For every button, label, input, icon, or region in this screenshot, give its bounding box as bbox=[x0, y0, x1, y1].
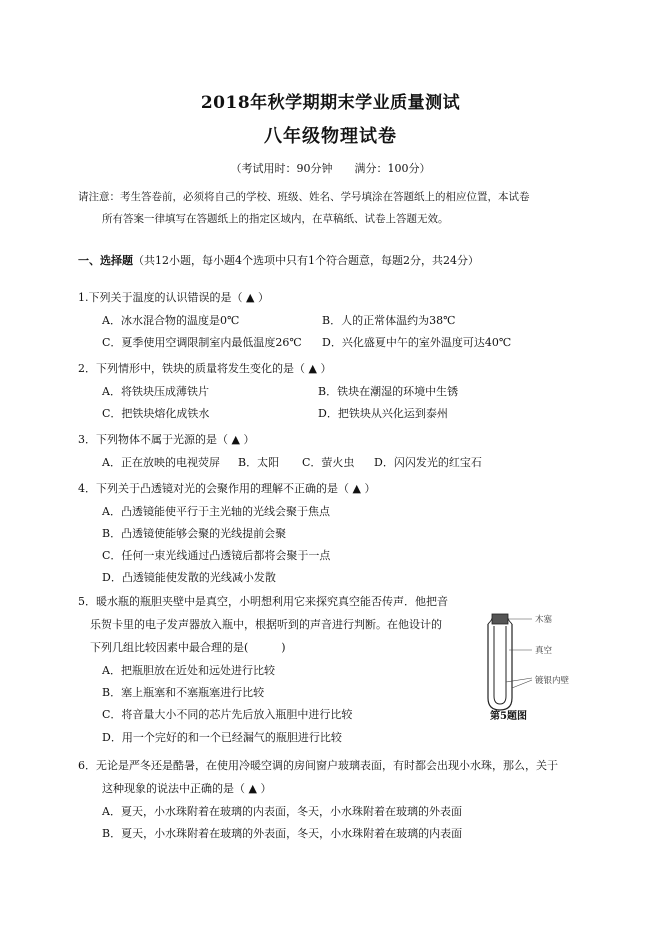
question-stem-continued: 下列几组比较因素中最合理的是( ) bbox=[90, 641, 286, 654]
option-b: B．铁块在潮湿的环境中生锈 bbox=[318, 385, 459, 398]
figure-label-cork: 木塞 bbox=[535, 615, 553, 625]
inner-wall-shape bbox=[494, 626, 506, 704]
question-stem: 3．下列物体不属于光源的是（ ▲ ） bbox=[78, 433, 255, 446]
question-stem: 2．下列情形中，铁块的质量将发生变化的是（ ▲ ） bbox=[78, 362, 332, 375]
section-label: 一、选择题 bbox=[78, 254, 133, 267]
option-d: D．把铁块从兴化运到泰州 bbox=[318, 407, 448, 420]
option-c: C．夏季使用空调限制室内最低温度26℃ bbox=[102, 336, 302, 349]
option-d: D．用一个完好的和一个已经漏气的瓶胆进行比较 bbox=[102, 731, 342, 744]
figure-label-vacuum: 真空 bbox=[535, 646, 553, 656]
exam-info: （考试用时：90分钟 满分：100分） bbox=[230, 162, 431, 175]
option-b: B．人的正常体温约为38℃ bbox=[322, 314, 456, 327]
option-b: B．凸透镜使能够会聚的光线提前会聚 bbox=[102, 527, 287, 540]
option-a: A．凸透镜能使平行于主光轴的光线会聚于焦点 bbox=[102, 505, 330, 518]
figure-caption: 第5题图 bbox=[490, 711, 527, 722]
option-a: A．把瓶胆放在近处和远处进行比较 bbox=[102, 664, 275, 677]
option-a: A．夏天，小水珠附着在玻璃的内表面，冬天，小水珠附着在玻璃的外表面 bbox=[102, 805, 462, 818]
section-description: （共12小题，每小题4个选项中只有1个符合题意，每题2分，共24分） bbox=[133, 254, 479, 267]
option-c: C．将音量大小不同的芯片先后放入瓶胆中进行比较 bbox=[102, 708, 353, 721]
question-stem: 4．下列关于凸透镜对光的会聚作用的理解不正确的是（ ▲ ） bbox=[78, 482, 376, 495]
option-a: A．冰水混合物的温度是0℃ bbox=[102, 314, 240, 327]
question-stem: 1.下列关于温度的认识错误的是（ ▲ ） bbox=[78, 291, 269, 304]
notice-line-1: 请注意：考生答卷前，必须将自己的学校、班级、姓名、学号填涂在答题纸上的相应位置，本试卷 bbox=[78, 191, 530, 203]
question-stem-continued: 这种现象的说法中正确的是（ ▲ ） bbox=[102, 782, 272, 795]
option-d: D．兴化盛夏中午的室外温度可达40℃ bbox=[322, 336, 512, 349]
figure-label-silvered-wall: 镀银内壁 bbox=[535, 676, 570, 686]
option-c: C．萤火虫 bbox=[302, 456, 355, 469]
option-b: B．塞上瓶塞和不塞瓶塞进行比较 bbox=[102, 686, 265, 699]
outer-wall-shape bbox=[488, 624, 512, 710]
option-c: C．任何一束光线通过凸透镜后都将会聚于一点 bbox=[102, 549, 331, 562]
exam-subject-title: 八年级物理试卷 bbox=[264, 126, 397, 147]
exam-title: 2018年秋学期期末学业质量测试 bbox=[200, 93, 461, 113]
option-a: A．将铁块压成薄铁片 bbox=[102, 385, 209, 398]
section-heading bbox=[78, 252, 479, 268]
question-stem: 5．暖水瓶的瓶胆夹壁中是真空，小明想利用它来探究真空能否传声．他把音 bbox=[78, 595, 448, 608]
question-stem-continued: 乐贺卡里的电子发声器放入瓶中，根据听到的声音进行判断。在他设计的 bbox=[90, 618, 442, 631]
option-b: B．太阳 bbox=[238, 456, 280, 469]
option-d: D．闪闪发光的红宝石 bbox=[374, 456, 482, 469]
cork-shape bbox=[492, 614, 508, 624]
notice-line-2: 所有答案一律填写在答题纸上的指定区域内，在草稿纸、试卷上答题无效。 bbox=[102, 213, 449, 225]
option-a: A．正在放映的电视荧屏 bbox=[102, 456, 220, 469]
option-b: B．夏天，小水珠附着在玻璃的外表面，冬天，小水珠附着在玻璃的内表面 bbox=[102, 827, 463, 840]
option-c: C．把铁块熔化成铁水 bbox=[102, 407, 210, 420]
question-stem: 6．无论是严冬还是酷暑，在使用冷暖空调的房间窗户玻璃表面，有时都会出现小水珠，那么，关于 bbox=[78, 759, 558, 772]
option-d: D．凸透镜能使发散的光线减小发散 bbox=[102, 571, 276, 584]
thermos-bottle-figure bbox=[478, 610, 568, 720]
